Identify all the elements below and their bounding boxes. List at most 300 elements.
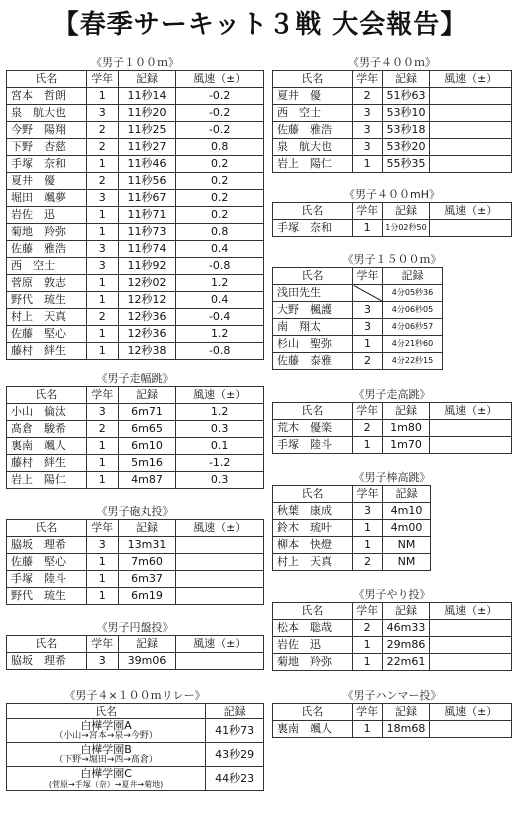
header-record: 記録 (382, 403, 430, 420)
header-row (7, 704, 264, 719)
grade-cell: 1 (86, 224, 118, 241)
header-row (273, 486, 431, 503)
table-row (7, 767, 264, 791)
record-cell: 11秒27 (118, 139, 176, 156)
table-row (273, 353, 443, 370)
wind-cell (430, 420, 512, 437)
record-cell: 11秒20 (118, 105, 176, 122)
header-name: 氏名 (7, 520, 87, 537)
record-cell: 43秒29 (206, 743, 264, 767)
grade-cell: 2 (352, 88, 382, 105)
athlete-name-cell: 柳本 快燈 (273, 537, 353, 554)
athlete-name-cell: 菊地 羚弥 (273, 654, 353, 671)
table-row (273, 319, 443, 336)
section-caption: 《男子１５００ｍ》 (342, 253, 442, 266)
athlete-name-cell: 脇坂 理希 (7, 537, 87, 554)
wind-cell (430, 620, 512, 637)
grade-cell: 3 (86, 105, 118, 122)
grade-cell: 1 (86, 343, 118, 360)
table-row (7, 207, 264, 224)
results-table (6, 635, 264, 670)
men-javelin-section (272, 587, 512, 671)
header-name: 氏名 (7, 71, 87, 88)
results-table (272, 703, 512, 738)
athlete-name-cell: 夏井 優 (7, 173, 87, 190)
record-cell: 4分06秒05 (383, 302, 443, 319)
header-name: 氏名 (273, 403, 353, 420)
header-record: 記録 (382, 603, 430, 620)
record-cell: 11秒71 (118, 207, 176, 224)
team-name: 白樺学園A (80, 718, 132, 732)
record-cell: 53秒10 (382, 105, 430, 122)
men-hammer-section (272, 688, 512, 738)
header-grade: 学年 (86, 520, 118, 537)
grade-cell: 1 (352, 637, 382, 654)
table-row (7, 292, 264, 309)
athlete-name-cell: 泉 航大也 (7, 105, 87, 122)
athlete-name-cell: 夏井 優 (273, 88, 353, 105)
wind-cell: -0.8 (176, 258, 264, 275)
athlete-name-cell: 村上 天真 (7, 309, 87, 326)
table-row (273, 122, 512, 139)
record-cell: 6m65 (118, 421, 176, 438)
results-table (6, 519, 264, 605)
record-cell: 4m87 (118, 472, 176, 489)
athlete-name-cell: 今野 陽翔 (7, 122, 87, 139)
athlete-name-cell: 西 空士 (7, 258, 87, 275)
wind-cell (176, 653, 264, 670)
relay-team-cell (7, 767, 206, 791)
header-grade: 学年 (352, 603, 382, 620)
grade-cell: 1 (86, 455, 118, 472)
record-cell: 53秒18 (382, 122, 430, 139)
record-cell: 12秒36 (118, 326, 176, 343)
men-relay-section (6, 688, 264, 791)
wind-cell: -0.2 (176, 88, 264, 105)
header-grade: 学年 (86, 71, 118, 88)
table-row (7, 241, 264, 258)
record-cell: 6m19 (118, 588, 176, 605)
table-row (7, 156, 264, 173)
athlete-name-cell: 野代 琉生 (7, 292, 87, 309)
record-cell: 22m61 (382, 654, 430, 671)
table-row (7, 438, 264, 455)
grade-cell: 1 (86, 588, 118, 605)
wind-cell: -1.2 (176, 455, 264, 472)
header-row (273, 403, 512, 420)
grade-cell: 1 (352, 654, 382, 671)
table-row (7, 554, 264, 571)
grade-cell: 1 (352, 437, 382, 454)
header-record: 記録 (118, 387, 176, 404)
record-cell: 4分05秒36 (383, 285, 443, 302)
wind-cell (430, 721, 512, 738)
record-cell: 4m00 (383, 520, 431, 537)
grade-cell: 2 (86, 139, 118, 156)
table-row (7, 421, 264, 438)
table-row (7, 472, 264, 489)
results-table (272, 70, 512, 173)
men-high-jump-section (272, 387, 512, 454)
athlete-name-cell: 泉 航大也 (273, 139, 353, 156)
grade-cell: 1 (353, 537, 383, 554)
athlete-name-cell: 岩佐 迅 (273, 637, 353, 654)
section-caption: 《男子棒高跳》 (353, 471, 431, 484)
team-members: (菅原→手塚（奈）→夏井→菊地) (48, 779, 164, 789)
record-cell: 4分22秒15 (383, 353, 443, 370)
wind-cell (430, 437, 512, 454)
header-grade: 学年 (352, 203, 382, 220)
record-cell: 11秒14 (118, 88, 176, 105)
table-row (273, 503, 431, 520)
page-title: 【春季サーキット３戦 大会報告】 (52, 10, 468, 40)
table-row (7, 173, 264, 190)
record-cell: 29m86 (382, 637, 430, 654)
athlete-name-cell: 手塚 奈和 (273, 220, 353, 237)
record-cell: 1m70 (382, 437, 430, 454)
wind-cell: 0.4 (176, 241, 264, 258)
athlete-name-cell: 手塚 陸斗 (7, 571, 87, 588)
header-name: 氏名 (7, 387, 87, 404)
table-row (273, 88, 512, 105)
record-cell: 46m33 (382, 620, 430, 637)
grade-cell: 2 (86, 421, 118, 438)
header-record: 記録 (206, 704, 264, 719)
athlete-name-cell: 髙倉 駿希 (7, 421, 87, 438)
athlete-name-cell: 杉山 聖弥 (273, 336, 353, 353)
section-caption: 《男子ハンマー投》 (342, 689, 442, 702)
results-table (272, 202, 512, 237)
results-table (272, 267, 443, 370)
header-record: 記録 (382, 203, 430, 220)
men-shot-put-section (6, 504, 264, 605)
men-long-jump-section (6, 371, 264, 489)
grade-cell: 1 (353, 336, 383, 353)
team-name: 白樺学園C (80, 766, 132, 780)
header-record: 記録 (118, 71, 176, 88)
header-wind: 風速（±） (430, 603, 512, 620)
wind-cell (430, 637, 512, 654)
table-row (7, 224, 264, 241)
grade-cell: 2 (353, 353, 383, 370)
record-cell: 7m60 (118, 554, 176, 571)
record-cell: NM (383, 537, 431, 554)
athlete-name-cell: 大野 楓護 (273, 302, 353, 319)
grade-cell (353, 285, 383, 302)
wind-cell (176, 571, 264, 588)
wind-cell (430, 220, 512, 237)
grade-cell: 1 (86, 472, 118, 489)
header-name: 氏名 (273, 203, 353, 220)
table-row (7, 258, 264, 275)
athlete-name-cell: 岩上 陽仁 (7, 472, 87, 489)
table-row (273, 520, 431, 537)
table-row (7, 190, 264, 207)
athlete-name-cell: 裏南 颯人 (273, 721, 353, 738)
wind-cell: 0.8 (176, 224, 264, 241)
record-cell: 44秒23 (206, 767, 264, 791)
header-wind: 風速（±） (430, 71, 512, 88)
wind-cell: 0.3 (176, 421, 264, 438)
table-row (273, 554, 431, 571)
header-name: 氏名 (7, 704, 206, 719)
table-row (7, 571, 264, 588)
header-grade: 学年 (86, 636, 118, 653)
header-grade: 学年 (352, 704, 382, 721)
wind-cell: 0.2 (176, 190, 264, 207)
section-caption: 《男子４×１００ｍリレー》 (64, 689, 206, 702)
record-cell: 39m06 (118, 653, 176, 670)
wind-cell: 1.2 (176, 404, 264, 421)
record-cell: 6m37 (118, 571, 176, 588)
header-wind: 風速（±） (430, 203, 512, 220)
grade-cell: 2 (353, 554, 383, 571)
grade-cell: 2 (86, 173, 118, 190)
wind-cell (176, 588, 264, 605)
record-cell: 12秒02 (118, 275, 176, 292)
table-row (273, 437, 512, 454)
section-caption: 《男子走幅跳》 (96, 372, 174, 385)
table-row (7, 537, 264, 554)
results-table (272, 402, 512, 454)
table-row (7, 743, 264, 767)
record-cell: 11秒56 (118, 173, 176, 190)
wind-cell: 0.3 (176, 472, 264, 489)
header-name: 氏名 (273, 704, 353, 721)
wind-cell (430, 105, 512, 122)
header-name: 氏名 (273, 268, 353, 285)
record-cell: 4分06秒57 (383, 319, 443, 336)
wind-cell (430, 156, 512, 173)
header-grade: 学年 (353, 486, 383, 503)
athlete-name-cell: 裏南 颯人 (7, 438, 87, 455)
wind-cell (430, 139, 512, 156)
header-wind: 風速（±） (430, 704, 512, 721)
grade-cell: 1 (352, 156, 382, 173)
table-row (273, 105, 512, 122)
header-wind: 風速（±） (176, 636, 264, 653)
grade-cell: 1 (86, 438, 118, 455)
table-row (273, 654, 512, 671)
section-caption: 《男子砲丸投》 (96, 505, 174, 518)
record-cell: 11秒92 (118, 258, 176, 275)
header-wind: 風速（±） (430, 403, 512, 420)
table-row (273, 156, 512, 173)
header-record: 記録 (118, 520, 176, 537)
header-record: 記録 (383, 268, 443, 285)
athlete-name-cell: 藤村 絆生 (7, 343, 87, 360)
section-caption: 《男子やり投》 (353, 588, 431, 601)
grade-cell: 2 (86, 122, 118, 139)
athlete-name-cell: 鈴木 琉叶 (273, 520, 353, 537)
athlete-name-cell: 荒木 優楽 (273, 420, 353, 437)
table-row (7, 343, 264, 360)
section-caption: 《男子４００ｍ》 (348, 56, 436, 69)
table-row (273, 220, 512, 237)
wind-cell: 0.4 (176, 292, 264, 309)
header-name: 氏名 (7, 636, 87, 653)
results-table (6, 70, 264, 360)
record-cell: 12秒12 (118, 292, 176, 309)
grade-cell: 2 (352, 620, 382, 637)
grade-cell: 3 (353, 503, 383, 520)
grade-cell: 3 (353, 302, 383, 319)
table-row (273, 620, 512, 637)
section-caption: 《男子走高跳》 (353, 388, 431, 401)
wind-cell: 1.2 (176, 326, 264, 343)
record-cell: 4分21秒60 (383, 336, 443, 353)
record-cell: 51秒63 (382, 88, 430, 105)
record-cell: 11秒67 (118, 190, 176, 207)
athlete-name-cell: 下野 杏慈 (7, 139, 87, 156)
relay-table (6, 703, 264, 791)
athlete-name-cell: 佐藤 堅心 (7, 326, 87, 343)
header-grade: 学年 (352, 71, 382, 88)
grade-cell: 1 (86, 326, 118, 343)
record-cell: 4m10 (383, 503, 431, 520)
table-row (273, 139, 512, 156)
grade-cell: 1 (86, 554, 118, 571)
record-cell: 18m68 (382, 721, 430, 738)
team-members: （小山→宮本→泉→今野） (54, 730, 158, 741)
athlete-name-cell: 宮本 哲朗 (7, 88, 87, 105)
men-discus-section (6, 620, 264, 670)
grade-cell: 3 (86, 258, 118, 275)
wind-cell (430, 122, 512, 139)
wind-cell: -0.8 (176, 343, 264, 360)
wind-cell: 1.2 (176, 275, 264, 292)
relay-team-cell (7, 719, 206, 743)
table-row (7, 88, 264, 105)
table-row (7, 122, 264, 139)
athlete-name-cell: 野代 琉生 (7, 588, 87, 605)
table-row (7, 139, 264, 156)
section-caption: 《男子円盤投》 (96, 621, 174, 634)
header-grade: 学年 (352, 403, 382, 420)
athlete-name-cell: 秋葉 康成 (273, 503, 353, 520)
athlete-name-cell: 菊地 羚弥 (7, 224, 87, 241)
wind-cell: -0.4 (176, 309, 264, 326)
record-cell: 55秒35 (382, 156, 430, 173)
grade-cell: 1 (352, 721, 382, 738)
header-row (273, 603, 512, 620)
grade-cell: 3 (353, 319, 383, 336)
table-row (273, 637, 512, 654)
athlete-name-cell: 岩上 陽仁 (273, 156, 353, 173)
record-cell: 13m31 (118, 537, 176, 554)
record-cell: 11秒74 (118, 241, 176, 258)
record-cell: 5m16 (118, 455, 176, 472)
athlete-name-cell: 松本 聡哉 (273, 620, 353, 637)
results-table (272, 485, 431, 571)
table-row (273, 285, 443, 302)
table-row (273, 420, 512, 437)
record-cell: 11秒73 (118, 224, 176, 241)
wind-cell (430, 88, 512, 105)
men-100m-section (6, 55, 264, 360)
header-row (7, 520, 264, 537)
record-cell: 6m10 (118, 438, 176, 455)
header-wind: 風速（±） (176, 71, 264, 88)
header-row (273, 71, 512, 88)
table-row (7, 275, 264, 292)
grade-cell: 1 (86, 275, 118, 292)
grade-cell: 1 (86, 571, 118, 588)
table-row (7, 455, 264, 472)
athlete-name-cell: 脇坂 理希 (7, 653, 87, 670)
grade-cell: 3 (86, 537, 118, 554)
athlete-name-cell: 佐藤 雅浩 (7, 241, 87, 258)
record-cell: 12秒36 (118, 309, 176, 326)
header-wind: 風速（±） (176, 520, 264, 537)
athlete-name-cell: 佐藤 泰雅 (273, 353, 353, 370)
wind-cell: 0.2 (176, 173, 264, 190)
table-row (7, 719, 264, 743)
grade-cell: 1 (86, 156, 118, 173)
record-cell: 1分02秒50 (382, 220, 430, 237)
record-cell: 11秒46 (118, 156, 176, 173)
team-members: （下野→堀田→西→髙倉） (54, 754, 158, 765)
header-row (273, 704, 512, 721)
record-cell: 1m80 (382, 420, 430, 437)
header-grade: 学年 (86, 387, 118, 404)
athlete-name-cell: 小山 倫汰 (7, 404, 87, 421)
wind-cell: -0.2 (176, 122, 264, 139)
athlete-name-cell: 菅原 敦志 (7, 275, 87, 292)
grade-cell: 1 (353, 520, 383, 537)
header-row (7, 636, 264, 653)
athlete-name-cell: 佐藤 雅浩 (273, 122, 353, 139)
athlete-name-cell: 南 翔太 (273, 319, 353, 336)
grade-cell: 1 (86, 292, 118, 309)
wind-cell: -0.2 (176, 105, 264, 122)
header-record: 記録 (382, 71, 430, 88)
relay-team-cell (7, 743, 206, 767)
wind-cell (176, 554, 264, 571)
athlete-name-cell: 藤村 絆生 (7, 455, 87, 472)
results-table (272, 602, 512, 671)
record-cell: 53秒20 (382, 139, 430, 156)
wind-cell: 0.1 (176, 438, 264, 455)
grade-cell: 1 (86, 207, 118, 224)
header-row (273, 268, 443, 285)
men-400m-section (272, 55, 512, 173)
header-name: 氏名 (273, 603, 353, 620)
grade-cell: 1 (86, 88, 118, 105)
grade-cell: 3 (352, 139, 382, 156)
wind-cell: 0.2 (176, 207, 264, 224)
results-table (6, 386, 264, 489)
section-caption: 《男子４００mH》 (344, 188, 440, 201)
table-row (273, 336, 443, 353)
table-row (7, 326, 264, 343)
record-cell: 6m71 (118, 404, 176, 421)
grade-cell: 3 (86, 241, 118, 258)
header-record: 記録 (383, 486, 431, 503)
wind-cell (176, 537, 264, 554)
table-row (7, 404, 264, 421)
athlete-name-cell: 手塚 奈和 (7, 156, 87, 173)
men-pole-vault-section (272, 470, 512, 571)
header-name: 氏名 (273, 486, 353, 503)
team-name: 白樺学園B (80, 742, 132, 756)
men-400mh-section (272, 187, 512, 237)
grade-cell: 1 (352, 220, 382, 237)
athlete-name-cell: 村上 天真 (273, 554, 353, 571)
grade-cell: 3 (86, 190, 118, 207)
header-record: 記録 (118, 636, 176, 653)
header-row (7, 71, 264, 88)
